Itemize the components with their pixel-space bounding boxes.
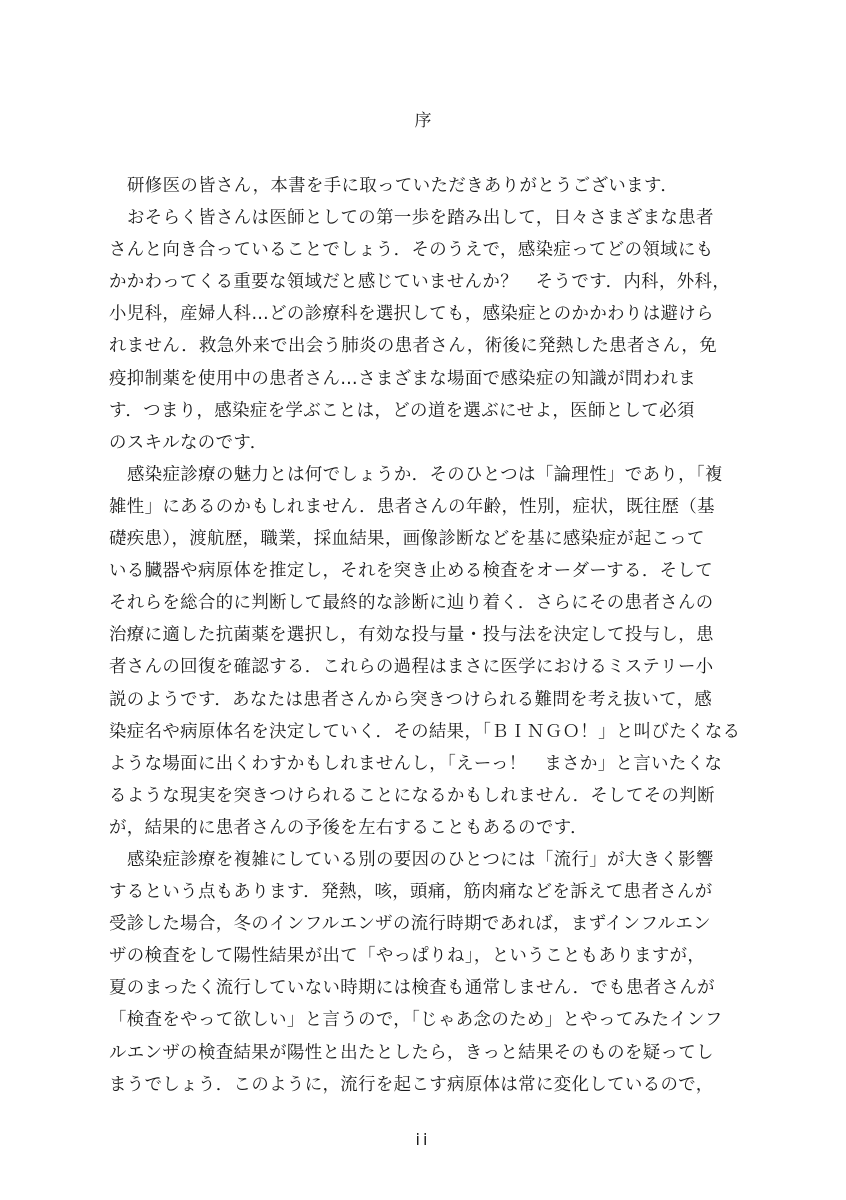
text-line: 「検査をやって欲しい」と言うので，「じゃあ念のため」とやってみたインフ [109,1010,723,1031]
body-text [109,170,749,1101]
text-line: 礎疾患），渡航歴，職業，採血結果，画像診断などを基に感染症が起こって [109,529,705,550]
text-line: が，結果的に患者さんの予後を左右することもあるのです． [109,817,588,838]
page-number: ii [415,1130,431,1149]
text-line: のスキルなのです． [109,432,268,453]
text-line: さんと向き合っていることでしょう．そのうえで，感染症ってどの領域にも [109,240,714,261]
text-line: するという点もあります．発熱，咳，頭痛，筋肉痛などを訴えて患者さんが [109,882,713,903]
text-line: おそらく皆さんは医師としての第一歩を踏み出して，日々さまざまな患者 [127,208,714,229]
text-line: 受診した場合，冬のインフルエンザの流行時期であれば，まずインフルエン [109,914,711,935]
text-line: 感染症診療を複雑にしている別の要因のひとつには「流行」が大きく影響 [127,849,714,870]
text-line: 夏のまったく流行していない時期には検査も通常しません．でも患者さんが [109,978,715,999]
text-line: 小児科，産婦人科…どの診療科を選択しても，感染症とのかかわりは避けら [109,304,714,325]
text-line: 疫抑制薬を使用中の患者さん…さまざまな場面で感染症の知識が問われま [109,368,697,389]
text-line: いる臓器や病原体を推定し，それを突き止める検査をオーダーする．そして [109,561,714,582]
text-line: 研修医の皆さん，本書を手に取っていただきありがとうございます． [127,176,679,196]
text-line: ルエンザの検査結果が陽性と出たとしたら，きっと結果そのものを疑ってし [109,1042,714,1063]
text-line: れません．救急外来で出会う肺炎の患者さん，術後に発熱した患者さん，免 [109,336,718,357]
text-line: 者さんの回復を確認する．これらの過程はまさに医学におけるミステリー小 [109,657,714,678]
text-line: 感染症診療の魅力とは何でしょうか．そのひとつは「論理性」であり，「複 [127,464,723,485]
text-line: るような現実を突きつけられることになるかもしれません．そしてその判断 [109,785,715,806]
text-line: 雑性」にあるのかもしれません．患者さんの年齢，性別，症状，既往歴（基 [109,496,715,517]
text-line: ような場面に出くわすかもしれませんし，「えーっ！ まさか」と言いたくな [109,753,723,774]
text-line: ザの検査をして陽性結果が出て「やっぱりね」，ということもありますが， [109,946,706,967]
text-line: かかわってくる重要な領域だと感じていませんか？ そうです．内科，外科， [109,272,731,293]
text-line: それらを総合的に判断して最終的な診断に辿り着く．さらにその患者さんの [109,593,714,614]
text-line: 説のようです．あなたは患者さんから突きつけられる難問を考え抜いて，感 [109,689,713,710]
text-line: す．つまり，感染症を学ぶことは，どの道を選ぶにせよ，医師として必須 [109,400,695,421]
page-title: 序 [414,111,432,131]
text-line: 治療に適した抗菌薬を選択し，有効な投与量・投与法を決定して投与し，患 [109,625,714,646]
text-line: まうでしょう．このように，流行を起こす病原体は常に変化しているので， [109,1074,714,1095]
text-line: 染症名や病原体名を決定していく．その結果，「ＢＩＮＧＯ！」と叫びたくなる [109,721,741,742]
